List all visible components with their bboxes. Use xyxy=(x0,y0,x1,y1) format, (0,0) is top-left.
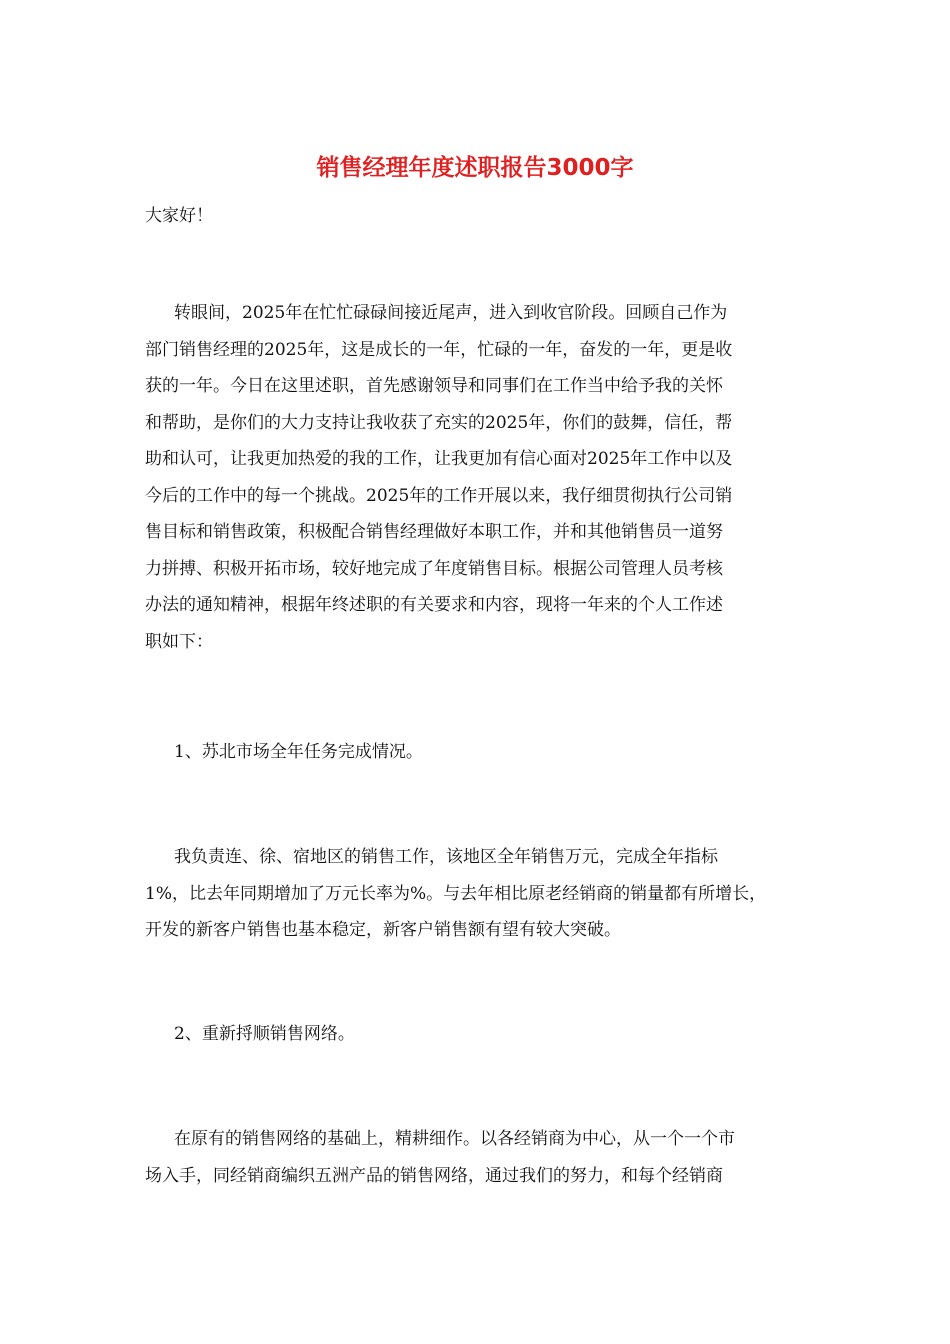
paragraph-line: 我负责连、徐、宿地区的销售工作，该地区全年销售万元，完成全年指标 xyxy=(174,847,718,867)
paragraph-line: 获的一年。今日在这里述职，首先感谢领导和同事们在工作当中给予我的关怀 xyxy=(145,376,723,396)
paragraph-line: 场入手，同经销商编织五洲产品的销售网络，通过我们的努力，和每个经销商 xyxy=(145,1165,723,1186)
paragraph-line: 职如下： xyxy=(145,631,213,652)
paragraph-line: 1%，比去年同期增加了万元长率为%。与去年相比原老经销商的销量都有所增长， xyxy=(145,883,767,904)
paragraph-line: 开发的新客户销售也基本稳定，新客户销售额有望有较大突破。 xyxy=(145,920,621,940)
paragraph-line: 售目标和销售政策，积极配合销售经理做好本职工作，并和其他销售员一道努 xyxy=(145,522,723,542)
section-heading-1 xyxy=(145,734,810,771)
paragraph-sales-summary xyxy=(145,839,810,949)
paragraph-line: 助和认可，让我更加热爱的我的工作，让我更加有信心面对2025年工作中以及 xyxy=(145,449,733,469)
greeting xyxy=(145,198,810,235)
paragraph-line: 转眼间，2025年在忙忙碌碌间接近尾声，进入到收官阶段。回顾自己作为 xyxy=(174,303,728,323)
paragraph-line: 办法的通知精神，根据年终述职的有关要求和内容，现将一年来的个人工作述 xyxy=(145,595,723,615)
paragraph-line: 今后的工作中的每一个挑战。2025年的工作开展以来，我仔细贯彻执行公司销 xyxy=(145,485,733,506)
paragraph-line: 在原有的销售网络的基础上，精耕细作。以各经销商为中心，从一个一个市 xyxy=(174,1129,735,1149)
paragraph-network xyxy=(145,1121,810,1194)
paragraph-line: 力拼搏、积极开拓市场，较好地完成了年度销售目标。根据公司管理人员考核 xyxy=(145,558,723,579)
paragraph-line: 和帮助，是你们的大力支持让我收获了充实的2025年，你们的鼓舞，信任，帮 xyxy=(145,412,733,433)
section-heading-text: 1、苏北市场全年任务完成情况。 xyxy=(174,742,423,762)
paragraph-intro xyxy=(145,295,810,660)
section-heading-2 xyxy=(145,1016,810,1053)
greeting-text: 大家好！ xyxy=(145,206,213,226)
paragraph-line: 部门销售经理的2025年，这是成长的一年，忙碌的一年，奋发的一年，更是收 xyxy=(145,339,733,360)
document-title: 销售经理年度述职报告3000字 xyxy=(316,155,634,181)
section-heading-text: 2、重新捋顺销售网络。 xyxy=(174,1024,355,1044)
